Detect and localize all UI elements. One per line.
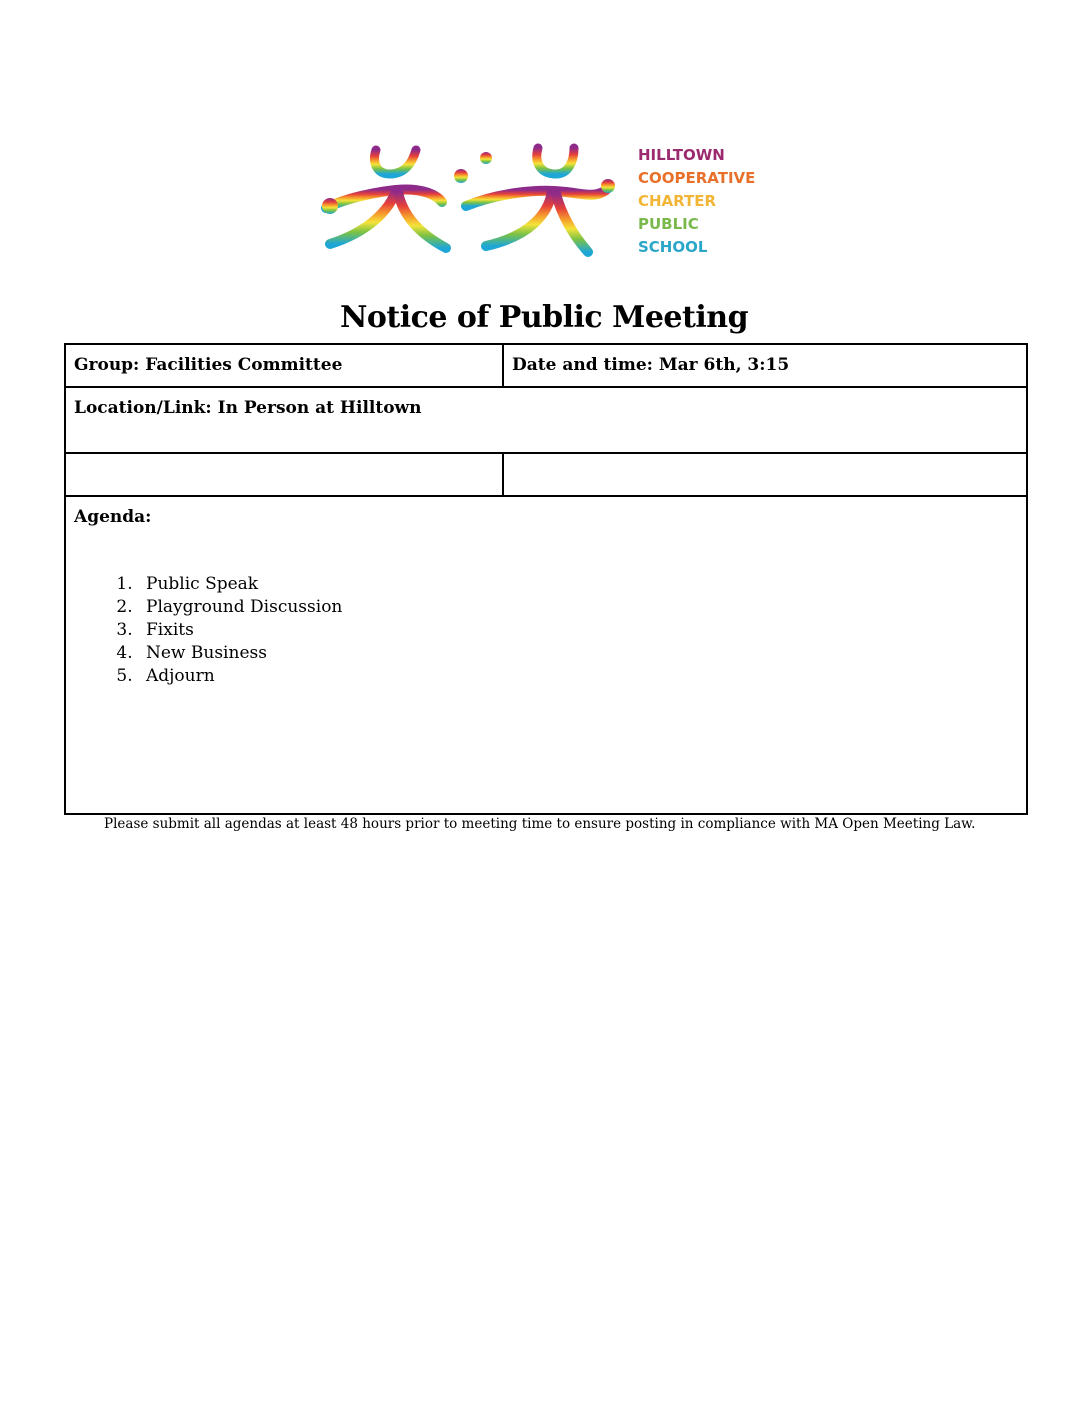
- logo-line-2: COOPERATIVE: [638, 169, 756, 187]
- agenda-item: 4. New Business: [138, 642, 1018, 665]
- datetime-value: Date and time: Mar 6th, 3:15: [512, 355, 790, 375]
- agenda-item: 5. Adjourn: [138, 665, 1018, 688]
- footnote: Please submit all agendas at least 48 hours prior to meeting time to ensure posting in compliance with MA Open Meeting Law.: [104, 816, 976, 832]
- datetime-cell: [503, 344, 1027, 387]
- empty-cell-left: [65, 453, 503, 496]
- agenda-item: 2. Playground Discussion: [138, 596, 1018, 619]
- agenda-list: [74, 573, 1018, 688]
- empty-cell-right: [503, 453, 1027, 496]
- logo-line-4: PUBLIC: [638, 215, 699, 233]
- agenda-label: Agenda:: [74, 507, 152, 527]
- agenda-item: 1. Public Speak: [138, 573, 1018, 596]
- group-cell: [65, 344, 503, 387]
- logo-wordmark: [638, 144, 778, 259]
- page-title: Notice of Public Meeting: [339, 300, 749, 335]
- location-value: Location/Link: In Person at Hilltown: [74, 398, 422, 418]
- figures-logo-icon: [316, 140, 616, 264]
- agenda-item: 3. Fixits: [138, 619, 1018, 642]
- location-cell: [65, 387, 1027, 453]
- logo-line-5: SCHOOL: [638, 238, 708, 256]
- logo-line-3: CHARTER: [638, 192, 717, 210]
- school-logo: [316, 140, 776, 264]
- group-value: Group: Facilities Committee: [74, 355, 343, 375]
- logo-line-1: HILLTOWN: [638, 146, 725, 164]
- meeting-form: [64, 343, 1028, 815]
- agenda-cell: [65, 496, 1027, 814]
